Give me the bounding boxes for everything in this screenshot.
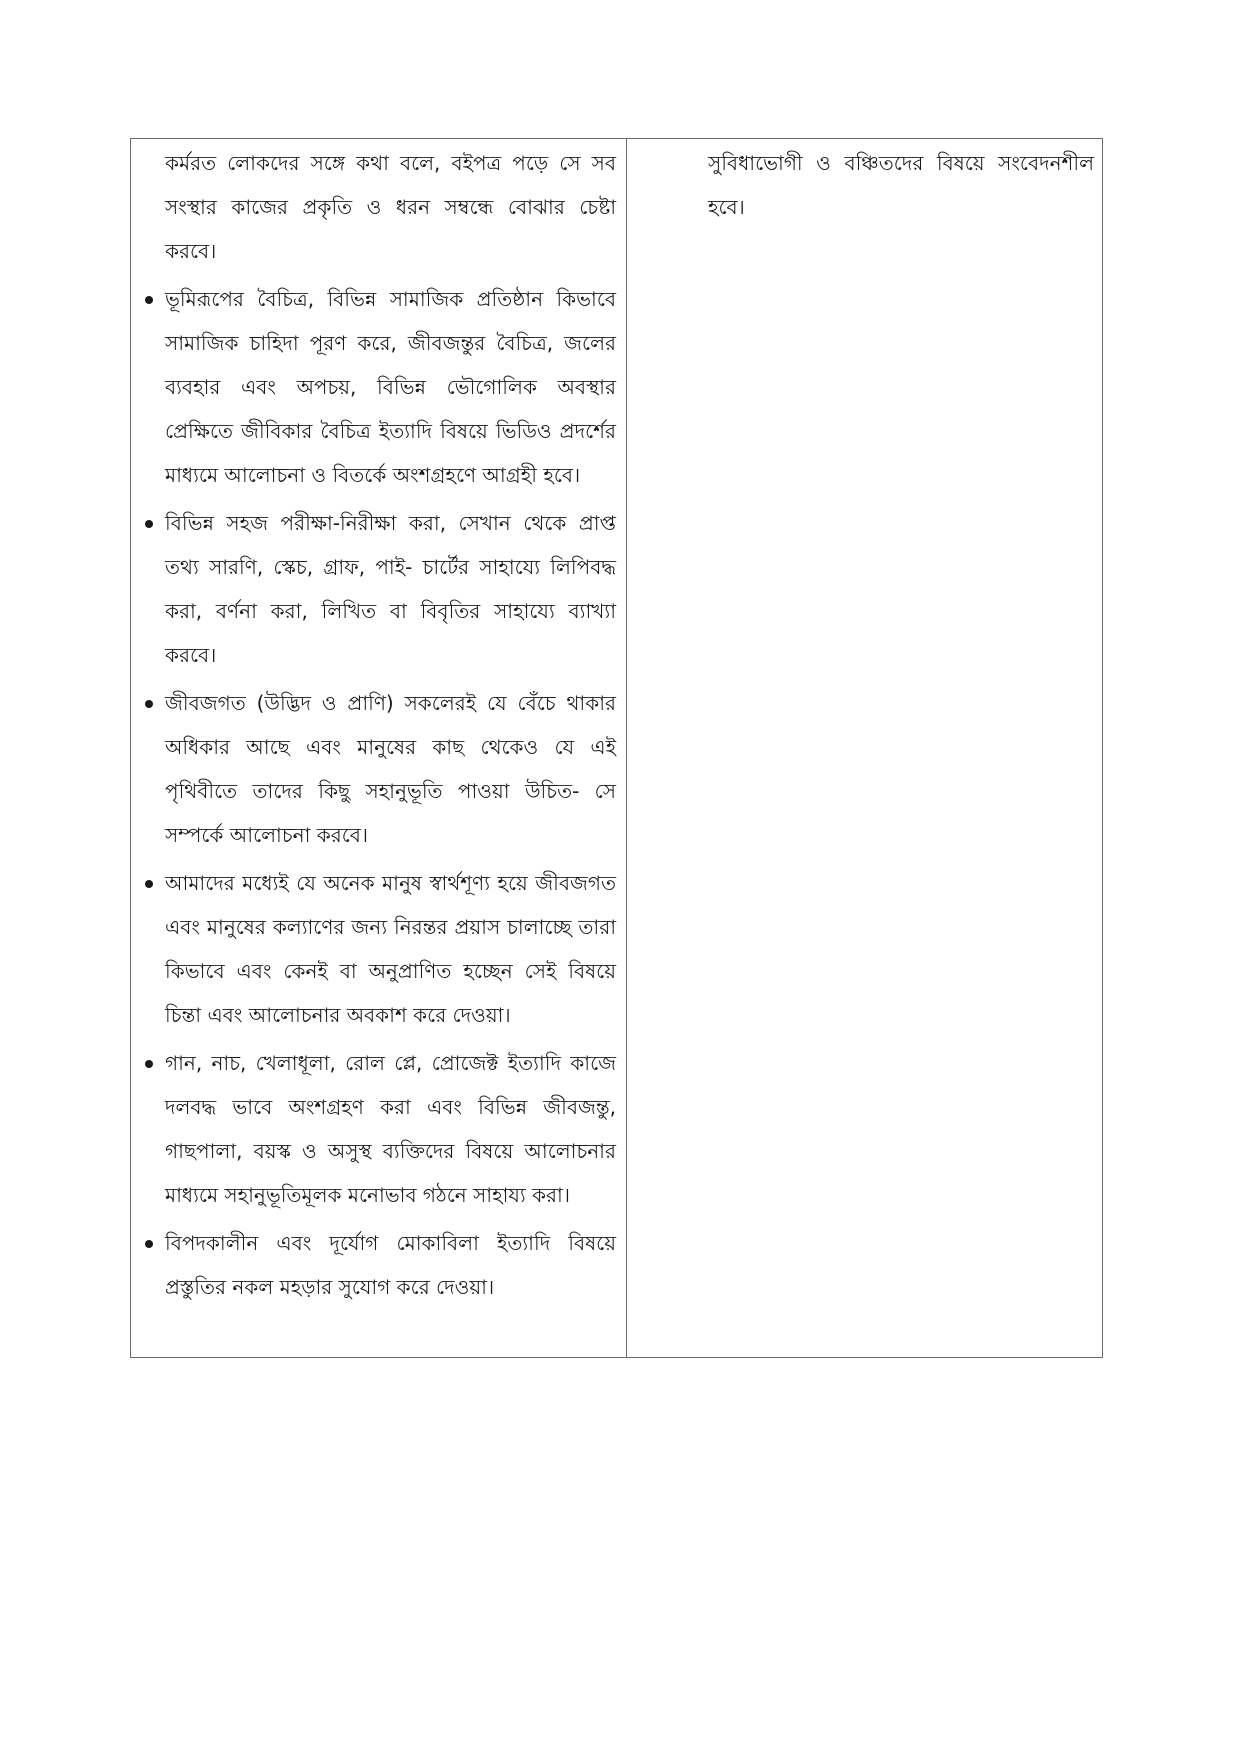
bullet-icon bbox=[145, 296, 153, 304]
list-item-text: জীবজগত (উদ্ভিদ ও প্রাণি) সকলেরই যে বেঁচে থাকার অধিকার আছে এবং মানুষের কাছ থেকেও যে এই পৃথিবীতে তাদের কিছু সহানুভূতি পাওয়া উচিত- সে সম্পর্কে আলোচনা করবে। bbox=[165, 691, 616, 847]
bullet-list bbox=[145, 277, 616, 1309]
bullet-icon bbox=[145, 700, 153, 708]
left-column bbox=[131, 139, 627, 1357]
list-item bbox=[145, 277, 616, 497]
bullet-icon bbox=[145, 880, 153, 888]
list-item-text: গান, নাচ, খেলাধূলা, রোল প্লে, প্রোজেক্ট ইত্যাদি কাজে দলবদ্ধ ভাবে অংশগ্রহণ করা এবং বিভিন্ন জীবজন্তু, গাছপালা, বয়স্ক ও অসুস্থ ব্যক্তিদের বিষয়ে আলোচনার মাধ্যমে সহানুভূতিমূলক মনোভাব গঠনে সাহায্য করা। bbox=[165, 1051, 616, 1207]
right-column-text: সুবিধাভোগী ও বঞ্চিতদের বিষয়ে সংবেদনশীল হবে। bbox=[708, 151, 1094, 219]
bullet-icon bbox=[145, 1240, 153, 1248]
list-item-text: আমাদের মধ্যেই যে অনেক মানুষ স্বার্থশূণ্য হয়ে জীবজগত এবং মানুষের কল্যাণের জন্য নিরন্তর প্রয়াস চালাচ্ছে তারা কিভাবে এবং কেনই বা অনুপ্রাণিত হচ্ছেন সেই বিষয়ে চিন্তা এবং আলোচনার অবকাশ করে দেওয়া। bbox=[165, 871, 616, 1027]
content-table bbox=[130, 138, 1103, 1358]
bullet-icon bbox=[145, 1060, 153, 1068]
list-item bbox=[145, 1221, 616, 1309]
list-item bbox=[145, 1041, 616, 1217]
list-item-text: বিভিন্ন সহজ পরীক্ষা-নিরীক্ষা করা, সেখান থেকে প্রাপ্ত তথ্য সারণি, স্কেচ, গ্রাফ, পাই- চার্টের সাহায্যে লিপিবদ্ধ করা, বর্ণনা করা, লিখিত বা বিবৃতির সাহায্যে ব্যাখ্যা করবে। bbox=[165, 511, 616, 667]
bullet-icon bbox=[145, 520, 153, 528]
lead-paragraph: কর্মরত লোকদের সঙ্গে কথা বলে, বইপত্র পড়ে সে সব সংস্থার কাজের প্রকৃতি ও ধরন সম্বন্ধে বোঝার চেষ্টা করবে। bbox=[165, 151, 616, 263]
list-item bbox=[145, 501, 616, 677]
list-item-text: বিপদকালীন এবং দূর্যোগ মোকাবিলা ইত্যাদি বিষয়ে প্রস্তুতির নকল মহড়ার সুযোগ করে দেওয়া। bbox=[165, 1231, 616, 1299]
list-item-text: ভূমিরূপের বৈচিত্র, বিভিন্ন সামাজিক প্রতিষ্ঠান কিভাবে সামাজিক চাহিদা পূরণ করে, জীবজন্তুর বৈচিত্র, জলের ব্যবহার এবং অপচয়, বিভিন্ন ভৌগোলিক অবস্থার প্রেক্ষিতে জীবিকার বৈচিত্র ইত্যাদি বিষয়ে ভিডিও প্রদর্শের মাধ্যমে আলোচনা ও বিতর্কে অংশগ্রহণে আগ্রহী হবে। bbox=[165, 287, 616, 487]
right-column bbox=[627, 139, 1102, 1357]
list-item bbox=[145, 681, 616, 857]
list-item bbox=[145, 861, 616, 1037]
